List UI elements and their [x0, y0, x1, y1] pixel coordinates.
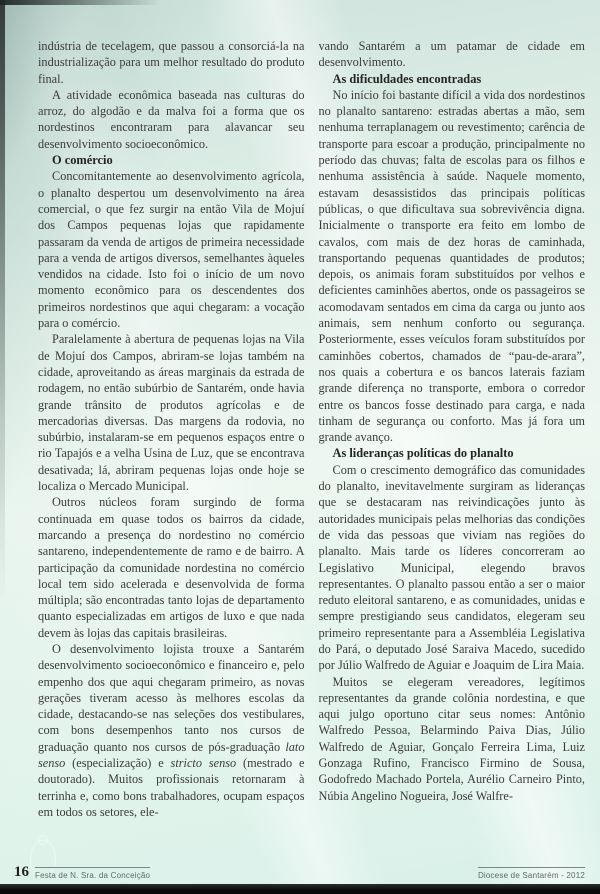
footer-left-rule — [35, 867, 150, 868]
paragraph — [319, 674, 586, 804]
scan-edge-top — [0, 0, 160, 5]
footer-right-rule — [478, 867, 585, 868]
left-column — [38, 38, 305, 850]
footer-left-caption: Festa de N. Sra. da Conceição — [35, 871, 151, 880]
section-heading — [319, 71, 586, 87]
paragraph — [319, 462, 586, 674]
paragraph — [38, 494, 305, 641]
text-run: (mestrado e doutorado). Muitos profissionais retornaram à terrinha e, como bons trabalhadores, ocupam espaços em todos os setores, ele- — [38, 756, 305, 819]
text-run: A atividade econômica baseada nas culturas do arroz, do algodão e da malva foi a forma que os nordestinos encontraram para alavancar seu desenvolvimento socioeconômico. — [38, 87, 305, 151]
footer-right-caption: Diocese de Santarém - 2012 — [477, 871, 585, 880]
footer-left — [14, 865, 150, 880]
text-run: As dificuldades encontradas — [332, 71, 482, 86]
paragraph — [319, 38, 586, 71]
footer-right — [478, 867, 585, 880]
section-heading — [319, 445, 586, 461]
text-run: As lideranças políticas do planalto — [332, 446, 514, 461]
scan-edge-left — [0, 0, 5, 671]
paragraph — [38, 641, 305, 820]
text-run: (especialização) e — [65, 756, 171, 771]
page-footer — [0, 856, 585, 882]
text-run: Concomitantemente ao desenvolvimento agrícola, o planalto despertou um desenvolvimento na área comercial, o que fez surgir na então Vila de Mojuí dos Campos pequenas lojas que rapidamente passaram da venda de artigos de primeira necessidade para a venda de artigos diversos, semelhantes àqueles vendidos na cidade. Isto foi o início de um novo momento econômico para os descendentes dos primeiros nordestinos que aqui chegaram: a vocação para o comércio. — [38, 169, 305, 331]
paragraph — [319, 87, 586, 446]
right-column — [319, 38, 586, 850]
footer-left-caption-block — [35, 867, 150, 880]
text-run: O comércio — [52, 153, 113, 168]
section-heading — [38, 152, 305, 168]
text-run: Com o crescimento demográfico das comunidades do planalto, inevitavelmente surgiram as lideranças que se destacaram nas reivindicações junto às autoridades municipais pelas melhorias das condições de vida das pessoas que viviam nas regiões do planalto. Mais tarde os líderes concorreram ao Legislativo Municipal, elegendo bravos representantes. O planalto passou então a ser o maior reduto eleitoral santareno, e as comunidades, unidas e sempre prestigiando seus candidatos, elegeram seu primeiro representante para a Assembléia Legislativa do Pará, o deputado José Saraiva Macedo, sucedido por Júlio Walfredo de Aguiar e Joaquim de Lira Maia. — [318, 462, 585, 673]
text-run: No início foi bastante difícil a vida dos nordestinos no planalto santareno: estradas abertas a mão, sem nenhuma terraplanagem ou revestimento; carência de transporte para escoar a produção, principalmente no período das chuvas; falta de escolas para os filhos e nenhuma assistência à saúde. Naquele momento, estavam desassistidos das principais políticas públicas, o que dificultava sua sobrevivência digna. Inicialmente o transporte era feito em lombo de cavalos, com mais de dez horas de caminhada, transportando pequenas quantidades de produtos; depois, os animais foram substituídos por velhos e deficientes caminhões abertos, onde os passageiros se acomodavam sentados em cima da carga ou junto aos animais, sem nenhum conforto ou segurança. Posteriormente, esses veículos foram substituídos por caminhões cobertos, chamados de “pau-de-arara”, nos quais a cobertura e os bancos laterais faziam grande diferença no transporte, embora o corredor entre os bancos fosse destinado para carga, e nada tinham de segurança ou conforto. Mas já fora um grande avanço. — [318, 87, 585, 445]
text-run: O desenvolvimento lojista trouxe a Santarém desenvolvimento socioeconômico e financeiro e, pelo empenho dos que aqui chegaram primeiro, as novas gerações tiveram acesso às melhores escolas da cidade, destacando-se nas seleções dos vestibulares, com bons desempenhos tanto nos cursos de graduação quanto nos cursos de pós-graduação — [38, 641, 305, 754]
paragraph — [38, 87, 305, 152]
text-run: Muitos se elegeram vereadores, legítimos representantes da grande colônia nordestina, e que aqui julgo oportuno citar seus nomes: Antônio Walfredo Pessoa, Belarmindo Paiva Dias, Júlio Walfredo de Aguiar, Gonçalo Ferreira Lima, Luiz Gonzaga Rufino, Francisco Firmino de Sousa, Godofredo Machado Portela, Aurélio Carneiro Pinto, Núbia Angelino Nogueira, José Walfre- — [318, 674, 585, 803]
article-body — [38, 38, 585, 850]
text-run: Outros núcleos foram surgindo de forma continuada em quase todos os bairros da cidade, marcando a presença do nordestino no comércio santareno, independentemente de ramo e de bairro. A participação da comunidade nordestina no comércio local tem sido acelerada e desenvolvida de forma múltipla; são encontradas tanto lojas de departamento quanto especializadas em artigos de luxo e que nada devem às lojas das capitais brasileiras. — [38, 495, 305, 640]
italic-text-run: lato senso — [38, 739, 305, 771]
paragraph — [38, 168, 305, 331]
italic-text-run: stricto senso — [170, 756, 237, 771]
scan-edge-bottom — [0, 884, 600, 894]
text-run: indústria de tecelagem, que passou a consorciá-la na industrialização para um melhor resultado do produto final. — [38, 39, 305, 86]
paragraph — [38, 38, 305, 87]
page-number: 16 — [14, 864, 29, 880]
text-run: vando Santarém a um patamar de cidade em desenvolvimento. — [318, 39, 585, 70]
text-run: Paralelamente à abertura de pequenas lojas na Vila de Mojuí dos Campos, abriram-se lojas também na cidade, aproveitando as áreas marginais da estrada de rodagem, no então subúrbio de Santarém, onde havia grande trânsito de produtos agrícolas e de mercadorias diversas. Das margens da rodovia, no subúrbio, instalaram-se em pequenos espaços entre o rio Tapajós e a velha Usina de Luz, que se encontrava desativada; lá, abriram pequenas lojas onde hoje se localiza o Mercado Municipal. — [38, 332, 305, 494]
paragraph — [38, 331, 305, 494]
